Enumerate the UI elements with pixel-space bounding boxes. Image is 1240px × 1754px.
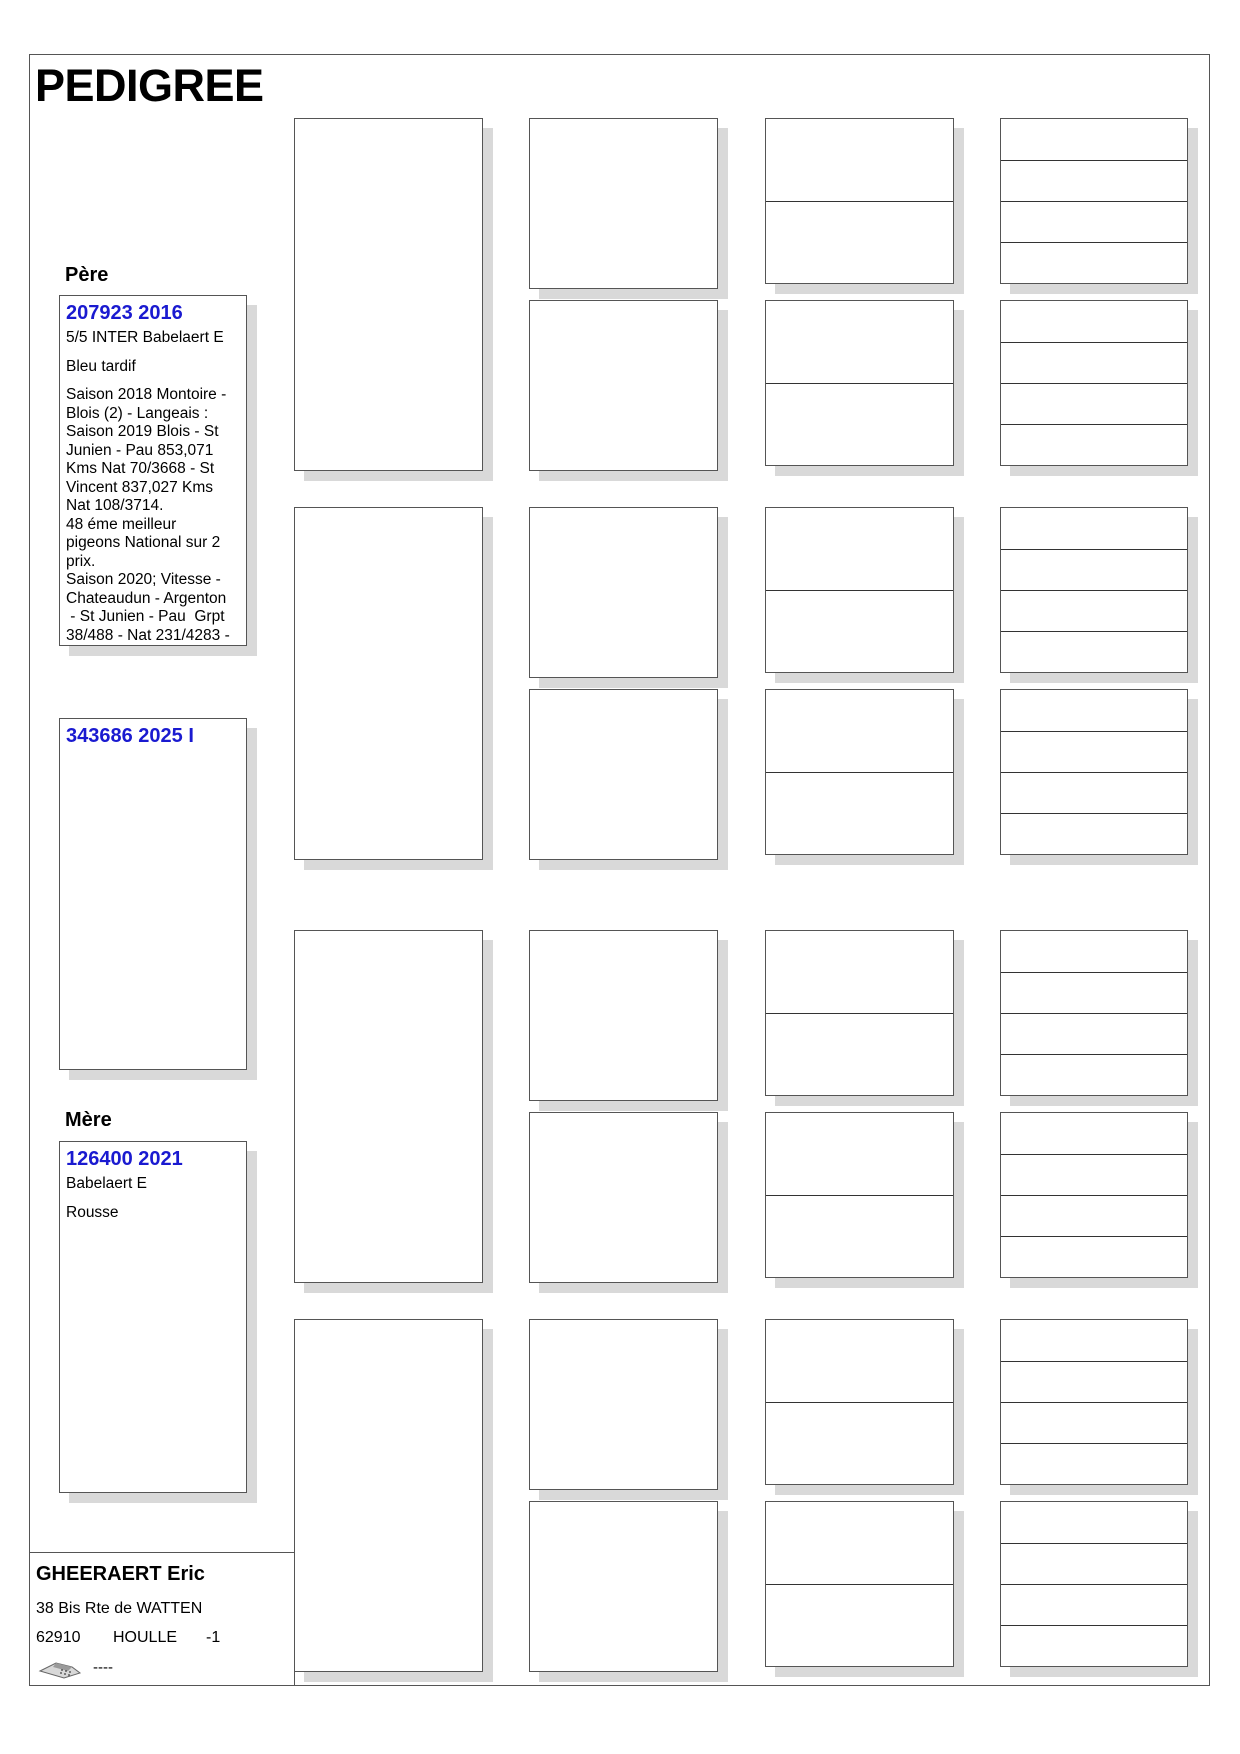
pere-note-line: Saison 2020; Vitesse - <box>66 571 221 588</box>
mere-card[interactable] <box>59 1141 247 1493</box>
gen4-box[interactable] <box>765 300 954 466</box>
pere-notes <box>66 386 240 645</box>
gen4-box[interactable] <box>765 507 954 673</box>
great-grandparent-box[interactable] <box>529 1501 718 1672</box>
pere-note-line: Vincent 837,027 Kms <box>66 478 214 496</box>
owner-phone: ---- <box>93 1659 113 1676</box>
gen5-box[interactable] <box>1000 1501 1188 1667</box>
mere-ring-number: 126400 2021 <box>66 1148 183 1170</box>
mere-line1: Babelaert E <box>66 1175 147 1192</box>
gen5-box[interactable] <box>1000 930 1188 1096</box>
mere-heading: Mère <box>65 1109 112 1131</box>
pere-note-line: Saison 2019 Blois - St <box>66 423 219 440</box>
pere-color: Bleu tardif <box>66 357 136 375</box>
pere-line1: 5/5 INTER Babelaert E <box>66 329 224 346</box>
page-title: PEDIGREE <box>35 60 264 111</box>
great-grandparent-box[interactable] <box>529 689 718 860</box>
mere-color: Rousse <box>66 1203 119 1221</box>
great-grandparent-box[interactable] <box>529 930 718 1101</box>
gen5-box[interactable] <box>1000 689 1188 855</box>
great-grandparent-box[interactable] <box>529 507 718 678</box>
pere-note-line: 38/488 - Nat 231/4283 - <box>66 626 230 644</box>
pere-note-line: Saison 2018 Montoire - <box>66 386 227 403</box>
pere-card[interactable] <box>59 295 247 646</box>
telephone-icon <box>38 1659 82 1679</box>
owner-address: 38 Bis Rte de WATTEN <box>36 1600 203 1617</box>
pere-note-line: Chateaudun - Argenton <box>66 589 227 607</box>
gen5-box[interactable] <box>1000 1319 1188 1485</box>
pere-note-line: Blois (2) - Langeais : <box>66 404 209 422</box>
grandparent-box[interactable] <box>294 118 483 471</box>
grandparent-box[interactable] <box>294 930 483 1283</box>
owner-name: GHEERAERT Eric <box>36 1563 205 1585</box>
owner-postcode: 62910 <box>36 1629 81 1646</box>
great-grandparent-box[interactable] <box>529 300 718 471</box>
gen4-box[interactable] <box>765 1112 954 1278</box>
gen5-box[interactable] <box>1000 300 1188 466</box>
owner-code: -1 <box>206 1629 221 1646</box>
pere-note-line: - St Junien - Pau Grpt <box>66 608 225 625</box>
pere-note-line: prix. <box>66 552 96 570</box>
great-grandparent-box[interactable] <box>529 1319 718 1490</box>
gen4-box[interactable] <box>765 1501 954 1667</box>
subject-ring-number: 343686 2025 I <box>66 725 194 747</box>
grandparent-box[interactable] <box>294 1319 483 1672</box>
great-grandparent-box[interactable] <box>529 1112 718 1283</box>
owner-box <box>29 1552 295 1686</box>
pere-note-line: Kms Nat 70/3668 - St <box>66 460 215 477</box>
gen5-box[interactable] <box>1000 118 1188 284</box>
gen4-box[interactable] <box>765 118 954 284</box>
gen5-box[interactable] <box>1000 1112 1188 1278</box>
owner-city: HOULLE <box>113 1629 178 1646</box>
gen4-box[interactable] <box>765 930 954 1096</box>
gen5-box[interactable] <box>1000 507 1188 673</box>
pere-ring-number: 207923 2016 <box>66 302 183 324</box>
pere-heading: Père <box>65 264 109 286</box>
subject-card[interactable] <box>59 718 247 1070</box>
gen4-box[interactable] <box>765 689 954 855</box>
great-grandparent-box[interactable] <box>529 118 718 289</box>
pere-note-line: Junien - Pau 853,071 <box>66 441 214 459</box>
gen4-box[interactable] <box>765 1319 954 1485</box>
pere-note-line: 48 éme meilleur <box>66 515 177 533</box>
pere-note-line: pigeons National sur 2 <box>66 534 221 551</box>
pere-note-line: Nat 108/3714. <box>66 497 164 514</box>
grandparent-box[interactable] <box>294 507 483 860</box>
